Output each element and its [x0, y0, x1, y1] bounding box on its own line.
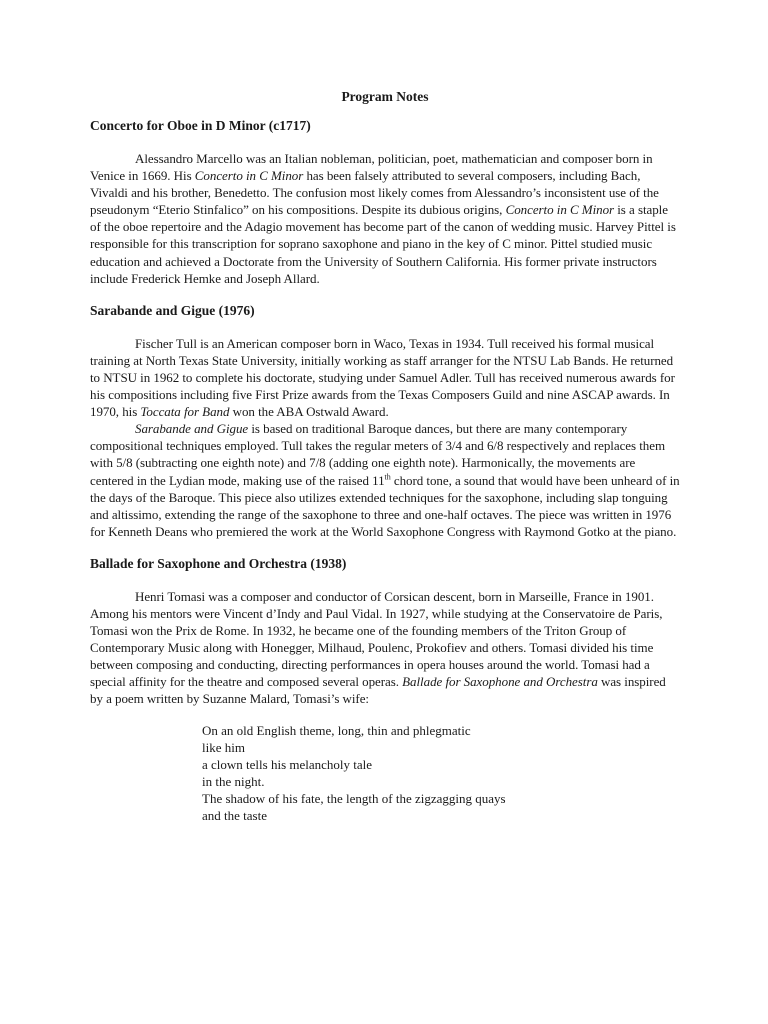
poem-line: a clown tells his melancholy tale	[202, 756, 373, 772]
paragraph	[90, 588, 680, 708]
section-heading: Concerto for Oboe in D Minor (c1717)	[90, 118, 311, 133]
paragraph-text: was inspired by a poem written by Suzanne Malard, Tomasi’s wife:	[90, 674, 666, 707]
poem-line: in the night.	[202, 773, 265, 789]
paragraph-text: chord tone, a sound that would have been unheard of in the days of the Baroque. This piece also utilizes extended techniques for the saxophone, including slap tonguing and altissimo, extending the range of the saxophone to three and one-half octaves. The piece was written in 1976 for Kenneth Deans who premiered the work at the World Saxophone Congress with Raymond Gotko at the piano.	[90, 472, 680, 539]
page-title: Program Notes	[341, 89, 429, 104]
document-page	[90, 88, 680, 839]
paragraph	[90, 335, 680, 420]
paragraph-text: Fischer Tull is an American composer born in Waco, Texas in 1934. Tull received his formal musical training at North Texas State University, initially working as staff arranger for the NTSU Lab Bands. He returned to NTSU in 1962 to complete his doctorate, studying under Samuel Adler. Tull has received numerous awards for his compositions including five First Prize awards from the Texas Composers Guild and nine ASCAP awards. In 1970, his	[90, 335, 675, 420]
poem-line: On an old English theme, long, thin and phlegmatic	[202, 722, 471, 738]
work-title: Sarabande and Gigue	[135, 421, 249, 437]
work-title: Ballade for Saxophone and Orchestra	[402, 674, 598, 690]
section-heading: Sarabande and Gigue (1976)	[90, 302, 255, 318]
work-title: Concerto in C Minor	[194, 168, 304, 184]
paragraph	[90, 150, 680, 287]
poem	[202, 722, 680, 825]
section-ballade	[90, 555, 680, 824]
paragraph-text: Henri Tomasi was a composer and conductor of Corsican descent, born in Marseille, France in 1901. Among his mentors were Vincent d’Indy and Paul Vidal. In 1927, while studying at the Conservatoire de Paris, Tomasi won the Prix de Rome. In 1932, he became one of the founding members of the Triton Group of Contemporary Music along with Honegger, Milhaud, Poulenc, Prokofiev and others. Tomasi divided his time between composing and conducting, directing performances in opera houses around the world. Tomasi had a special affinity for the theatre and composed several operas.	[90, 588, 663, 690]
work-title: Toccata for Band	[140, 404, 230, 420]
paragraph-text: Alessandro Marcello was an Italian nobleman, politician, poet, mathematician and composer born in Venice in 1669. His	[90, 151, 653, 184]
paragraph-text: is based on traditional Baroque dances, but there are many contemporary compositional techniques employed. Tull takes the regular meters of 3/4 and 6/8 respectively and replaces them with 5/8 (subtracting one eighth note) and 7/8 (adding one eighth note). Harmonically, the movements are centered in the Lydian mode, making use of the raised 11	[90, 421, 666, 488]
section-sarabande	[90, 302, 680, 540]
paragraph-text: has been falsely attributed to several composers, including Bach, Vivaldi and his brother, Benedetto. The confusion most likely comes from Alessandro’s inconsistent use of the pseudonym “Eterio Stinfalico” on his compositions. Despite its dubious origins,	[90, 168, 659, 218]
poem-line: like him	[202, 739, 245, 755]
section-concerto	[90, 117, 680, 287]
poem-line: and the taste	[202, 808, 267, 823]
superscript: th	[384, 472, 391, 482]
paragraph-text: won the ABA Ostwald Award.	[229, 404, 389, 420]
paragraph	[90, 420, 680, 540]
poem-line: The shadow of his fate, the length of the zigzagging quays	[202, 790, 506, 806]
section-heading: Ballade for Saxophone and Orchestra (1938)	[90, 555, 347, 571]
paragraph-text: is a staple of the oboe repertoire and the Adagio movement has become part of the canon of wedding music. Harvey Pittel is responsible for this transcription for soprano saxophone and piano in the key of C minor. Pittel studied music education and achieved a Doctorate from the University of Southern California. His former private instructors include Frederick Hemke and Joseph Allard.	[90, 202, 676, 286]
work-title: Concerto in C Minor	[505, 202, 615, 218]
